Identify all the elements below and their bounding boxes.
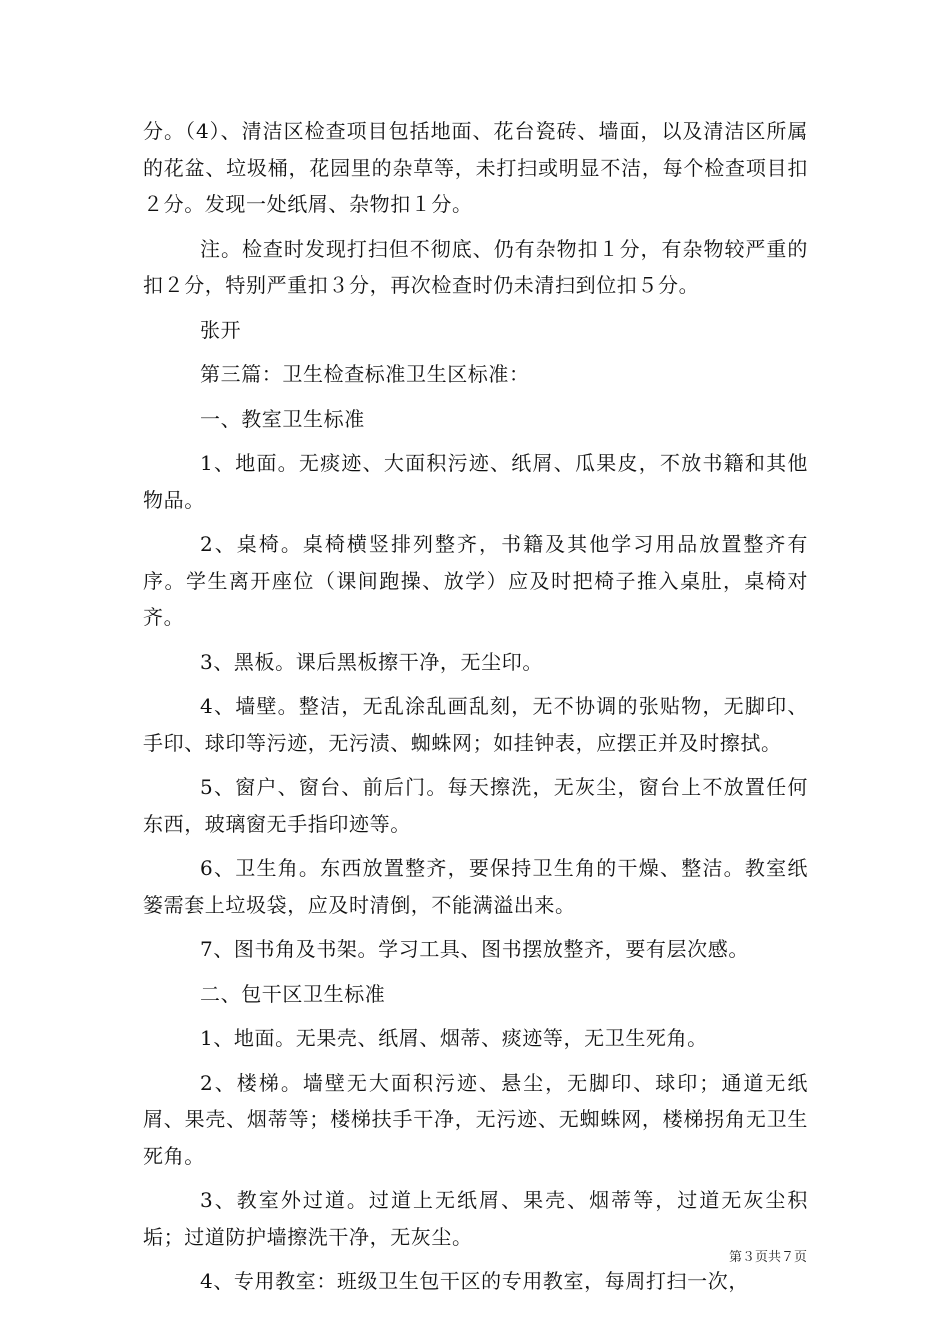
paragraph-16: 3、教室外过道。过道上无纸屑、果壳、烟蒂等，过道无灰尘积垢；过道防护墙擦洗干净，无灰尘。 bbox=[143, 1188, 808, 1249]
page-number-footer: 第３页共７页 bbox=[728, 1250, 807, 1265]
paragraph-8: 3、黑板。课后黑板擦干净，无尘印。 bbox=[200, 649, 543, 674]
section-heading-1: 一、教室卫生标准 bbox=[200, 406, 365, 431]
paragraph-10: 5、窗户、窗台、前后门。每天擦洗，无灰尘，窗台上不放置任何东西，玻璃窗无手指印迹等。 bbox=[143, 775, 808, 836]
paragraph-11: 6、卫生角。东西放置整齐，要保持卫生角的干燥、整洁。教室纸篓需套上垃圾袋，应及时清倒，不能满溢出来。 bbox=[143, 856, 808, 917]
paragraph-14: 1、地面。无果壳、纸屑、烟蒂、痰迹等，无卫生死角。 bbox=[200, 1026, 708, 1050]
paragraph-12: 7、图书角及书架。学习工具、图书摆放整齐，要有层次感。 bbox=[200, 937, 749, 961]
paragraph-4: 第三篇：卫生检查标准卫生区标准： bbox=[200, 362, 530, 386]
section-heading-2: 二、包干区卫生标准 bbox=[200, 981, 386, 1006]
paragraph-9: 4、墙壁。整洁，无乱涂乱画乱刻，无不协调的张贴物，无脚印、手印、球印等污迹，无污渍、蜘蛛网；如挂钟表，应摆正并及时擦拭。 bbox=[143, 694, 808, 755]
paragraph-1: 分。（4）、清洁区检查项目包括地面、花台瓷砖、墙面，以及清洁区所属的花盆、垃圾桶，花园里的杂草等，未打扫或明显不洁，每个检查项目扣２分。发现一处纸屑、杂物扣１分。 bbox=[143, 119, 808, 216]
paragraph-15: 2、楼梯。墙壁无大面积污迹、悬尘，无脚印、球印；通道无纸屑、果壳、烟蒂等；楼梯扶手干净，无污迹、无蜘蛛网，楼梯拐角无卫生死角。 bbox=[143, 1070, 808, 1168]
paragraph-17: 4、专用教室：班级卫生包干区的专用教室，每周打扫一次， bbox=[200, 1269, 749, 1293]
paragraph-2: 注。检查时发现打扫但不彻底、仍有杂物扣１分，有杂物较严重的扣２分，特别严重扣３分，再次检查时仍未清扫到位扣５分。 bbox=[143, 236, 808, 297]
document-body bbox=[143, 113, 808, 1308]
paragraph-3: 张开 bbox=[200, 317, 242, 342]
paragraph-6: 1、地面。无痰迹、大面积污迹、纸屑、瓜果皮，不放书籍和其他物品。 bbox=[143, 451, 808, 512]
paragraph-7: 2、桌椅。桌椅横竖排列整齐，书籍及其他学习用品放置整齐有序。学生离开座位（课间跑操、放学）应及时把椅子推入桌肚，桌椅对齐。 bbox=[143, 532, 808, 629]
